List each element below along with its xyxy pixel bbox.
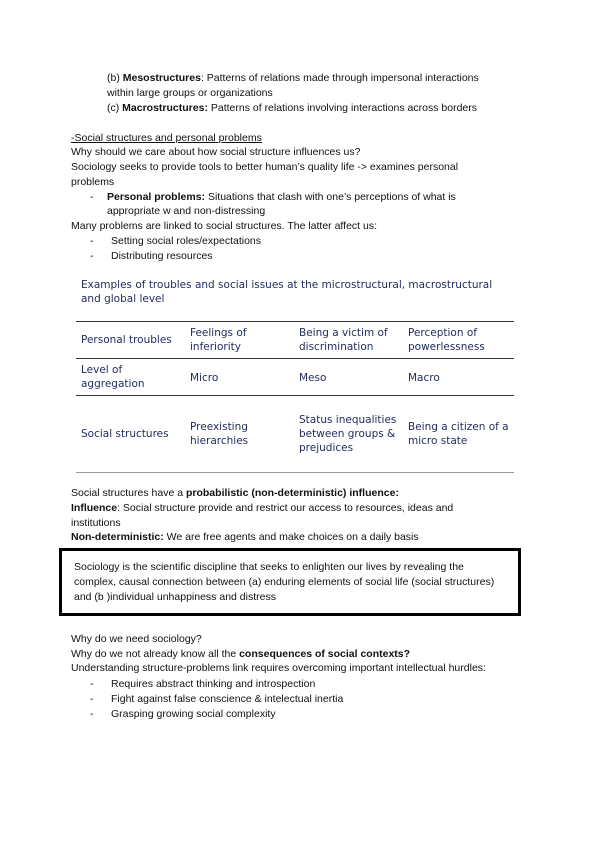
mesostructures-line-2: within large groups or organizations — [107, 87, 273, 99]
section-heading-social-structures: -Social structures and personal problems — [71, 132, 262, 144]
body-line: problems — [71, 176, 115, 188]
table-cell: Being a victim of — [299, 327, 388, 339]
probabilistic-line: Social structures have a probabilistic (non-deterministic) influence: — [71, 487, 399, 499]
table-cell: Social structures — [81, 428, 169, 440]
table-cell: between groups & — [299, 428, 396, 440]
macrostructures-line: (c) Macrostructures: Patterns of relations involving interactions across borders — [107, 102, 478, 114]
definition-box — [59, 548, 521, 616]
table-cell: inferiority — [190, 341, 241, 353]
influence-line: Influence: Social structure provide and restrict our access to resources, ideas and — [71, 502, 454, 514]
table-cell: Meso — [299, 372, 327, 384]
bullet-dash: - — [90, 678, 94, 690]
table-cell: micro state — [408, 435, 468, 447]
question-line: Why should we care about how social structure influences us? — [71, 146, 361, 158]
table-title: Examples of troubles and social issues at the microstructural, macrostructural — [81, 279, 493, 291]
personal-problems-line-2: appropriate w and non-distressing — [107, 205, 266, 217]
table-cell: powerlessness — [408, 341, 485, 353]
influence-line-2: institutions — [71, 517, 121, 529]
table-cell: hierarchies — [190, 435, 249, 447]
table-rule — [76, 395, 514, 396]
bullet-dash: - — [90, 708, 94, 720]
question-line: Why do we not already know all the consequences of social contexts? — [71, 648, 411, 660]
table-cell: Personal troubles — [81, 334, 172, 346]
question-line: Why do we need sociology? — [71, 633, 202, 645]
table-cell: Being a citizen of a — [408, 421, 509, 433]
bullet-dash: - — [90, 693, 94, 705]
body-line: Sociology seeks to provide tools to better human’s quality life -> examines personal — [71, 161, 459, 173]
definition-line: Sociology is the scientific discipline that seeks to enlighten our lives by revealing the — [74, 561, 464, 573]
table-cell: aggregation — [81, 378, 145, 390]
table-title-2: and global level — [81, 293, 165, 305]
table-cell: Perception of — [408, 327, 477, 339]
table-cell: Level of — [81, 364, 123, 376]
bullet-dash: - — [90, 235, 94, 247]
table-cell: Status inequalities — [299, 414, 397, 426]
table-rule — [76, 358, 514, 359]
list-item: Requires abstract thinking and introspection — [111, 678, 316, 690]
table-rule — [76, 472, 514, 473]
table-cell: discrimination — [299, 341, 374, 353]
bullet-dash: - — [90, 250, 94, 262]
table-cell: prejudices — [299, 442, 354, 454]
table-cell: Macro — [408, 372, 440, 384]
table-rule — [76, 321, 514, 322]
body-line: Understanding structure-problems link requires overcoming important intellectual hurdles: — [71, 662, 486, 674]
list-item: Setting social roles/expectations — [111, 235, 261, 247]
table-cell: Feelings of — [190, 327, 247, 339]
definition-line: complex, causal connection between (a) enduring elements of social life (social structures) — [74, 576, 495, 588]
personal-problems-line: Personal problems: Situations that clash with one’s perceptions of what is — [107, 191, 456, 203]
table-cell: Preexisting — [190, 421, 248, 433]
mesostructures-line: (b) Mesostructures: Patterns of relations made through impersonal interactions — [107, 72, 479, 84]
bullet-dash: - — [90, 191, 94, 203]
definition-line: and (b )individual unhappiness and distress — [74, 591, 276, 603]
non-deterministic-line: Non-deterministic: We are free agents and make choices on a daily basis — [71, 531, 419, 543]
body-line: Many problems are linked to social structures. The latter affect us: — [71, 220, 378, 232]
list-item: Grasping growing social complexity — [111, 708, 276, 720]
list-item: Distributing resources — [111, 250, 213, 262]
list-item: Fight against false conscience & intelectual inertia — [111, 693, 344, 705]
table-cell: Micro — [190, 372, 219, 384]
